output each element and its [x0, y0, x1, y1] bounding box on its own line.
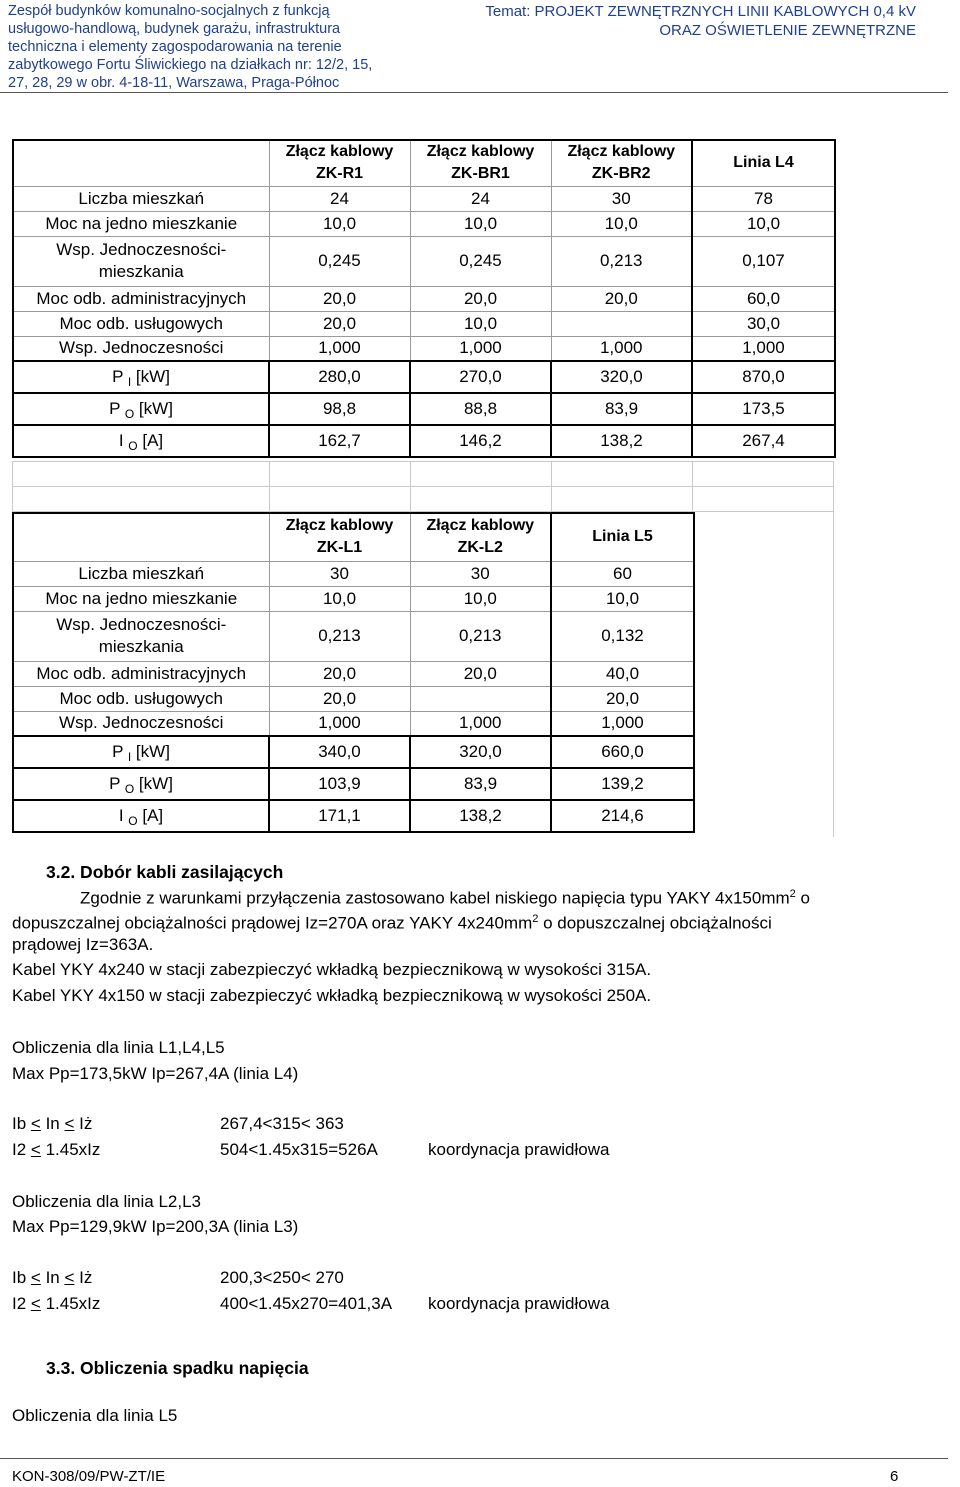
header-left-line: Zespół budynków komunalno-socjalnych z funkcją: [8, 3, 330, 19]
paragraph-line: Obliczenia dla linia L5: [12, 1406, 178, 1425]
table-cell: 10,0: [551, 586, 694, 611]
table-cell: 78: [692, 186, 835, 211]
calc-coordination-note: koordynacja prawidłowa: [428, 1140, 610, 1159]
header-left-line: techniczna i elementy zagospodarowania na terenie: [8, 39, 342, 55]
header-divider: [0, 92, 948, 93]
table-cell: 280,0: [269, 361, 410, 393]
table-cell: 0,213: [551, 236, 692, 286]
calc-condition-value: 504<1.45x315=526A: [220, 1140, 378, 1159]
table-cell: 10,0: [551, 211, 692, 236]
load-table-l5: [12, 512, 695, 833]
header-left-line: 27, 28, 29 w obr. 4-18-11, Warszawa, Praga-Północ: [8, 75, 340, 91]
table-cell: 1,000: [269, 711, 410, 736]
paragraph-line: Kabel YKY 4x150 w stacji zabezpieczyć wkładką bezpiecznikową w wysokości 250A.: [12, 986, 652, 1005]
section-heading: 3.3. Obliczenia spadku napięcia: [46, 1358, 309, 1378]
table-cell: 103,9: [269, 768, 410, 800]
calc-max: Max Pp=129,9kW Ip=200,3A (linia L3): [12, 1217, 299, 1236]
table-cell: 340,0: [269, 736, 410, 768]
table-cell: 320,0: [551, 361, 692, 393]
column-header: Złącz kablowy ZK-R1: [269, 140, 410, 186]
paragraph-line: Kabel YKY 4x240 w stacji zabezpieczyć wkładką bezpiecznikową w wysokości 315A.: [12, 960, 652, 979]
empty-spacer-row: [12, 486, 834, 512]
table-cell: 10,0: [692, 211, 835, 236]
row-label: Moc na jedno mieszkanie: [13, 586, 269, 611]
calc-title: Obliczenia dla linia L2,L3: [12, 1192, 202, 1211]
row-label: I $_O$ [A]: [13, 425, 269, 457]
table-cell: 171,1: [269, 800, 410, 832]
table-cell: 20,0: [410, 286, 551, 311]
paragraph-line: prądowej Iz=363A.: [12, 935, 154, 954]
table-cell: 20,0: [269, 286, 410, 311]
table-cell: 267,4: [692, 425, 835, 457]
table-cell: 20,0: [269, 311, 410, 336]
row-label: P $_O$ [kW]: [13, 768, 269, 800]
calc-condition-label: I2 < 1.45xIz: [12, 1140, 101, 1159]
calc-condition-label: I2 < 1.45xIz: [12, 1294, 101, 1313]
header-project-description: [8, 2, 428, 92]
table-cell: 83,9: [551, 393, 692, 425]
section-heading: 3.2. Dobór kabli zasilających: [46, 862, 284, 882]
table-cell: 1,000: [692, 336, 835, 361]
table-cell: 1,000: [269, 336, 410, 361]
calc-coordination-note: koordynacja prawidłowa: [428, 1294, 610, 1313]
corner-cell: [13, 513, 269, 561]
table-cell: 0,213: [269, 611, 410, 661]
header-left-line: zabytkowego Fortu Śliwickiego na działkach nr: 12/2, 15,: [8, 57, 373, 73]
row-label: Wsp. Jednoczesności: [13, 336, 269, 361]
table-cell: 30: [410, 561, 551, 586]
calc-max: Max Pp=173,5kW Ip=267,4A (linia L4): [12, 1064, 299, 1083]
page-number: 6: [890, 1468, 899, 1485]
row-label: Moc odb. usługowych: [13, 686, 269, 711]
corner-cell: [13, 140, 269, 186]
table-cell: 320,0: [410, 736, 551, 768]
header-topic: [485, 2, 916, 40]
calc-title: Obliczenia dla linia L1,L4,L5: [12, 1038, 225, 1057]
calc-condition-value: 200,3<250< 270: [220, 1268, 344, 1287]
calc-condition-value: 267,4<315< 363: [220, 1114, 344, 1133]
column-header: Złącz kablowy ZK-L1: [269, 513, 410, 561]
table-cell: 98,8: [269, 393, 410, 425]
table-cell: 138,2: [551, 425, 692, 457]
row-label: Liczba mieszkań: [13, 561, 269, 586]
table-cell: 60: [551, 561, 694, 586]
row-label: Moc odb. usługowych: [13, 311, 269, 336]
table-cell: 30: [269, 561, 410, 586]
column-header: Złącz kablowy ZK-BR2: [551, 140, 692, 186]
table-cell: 173,5: [692, 393, 835, 425]
column-header: Linia L4: [692, 140, 835, 186]
table-cell: 1,000: [551, 711, 694, 736]
table-cell: [551, 311, 692, 336]
row-label: P $_I$ [kW]: [13, 361, 269, 393]
table-cell: 162,7: [269, 425, 410, 457]
row-label: Wsp. Jednoczesności- mieszkania: [13, 236, 269, 286]
row-label: P $_I$ [kW]: [13, 736, 269, 768]
table-cell: 10,0: [269, 211, 410, 236]
row-label: Moc na jedno mieszkanie: [13, 211, 269, 236]
table-cell: 30,0: [692, 311, 835, 336]
table-cell: 0,132: [551, 611, 694, 661]
table-cell: 88,8: [410, 393, 551, 425]
header-left-line: usługowo-handlową, budynek garażu, infrastruktura: [8, 21, 341, 37]
paragraph-line: dopuszczalnej obciążalności prądowej Iz=270A oraz YAKY $4x240mm^2$ o dopuszczalnej obciążalności: [12, 913, 772, 933]
table-cell: [410, 686, 551, 711]
table-cell: 1,000: [410, 711, 551, 736]
calc-condition-label: Ib < In < Iż: [12, 1114, 93, 1133]
row-label: Wsp. Jednoczesności: [13, 711, 269, 736]
row-label: I $_O$ [A]: [13, 800, 269, 832]
load-table-l4: [12, 139, 836, 458]
table-cell: 10,0: [410, 211, 551, 236]
table-cell: 20,0: [551, 686, 694, 711]
table-cell: 1,000: [410, 336, 551, 361]
table-cell: 1,000: [551, 336, 692, 361]
table-cell: 0,245: [269, 236, 410, 286]
table-cell: 660,0: [551, 736, 694, 768]
table-cell: 138,2: [410, 800, 551, 832]
header-right-line: Temat: PROJEKT ZEWNĘTRZNYCH LINII KABLOWYCH 0,4 kV: [485, 3, 916, 20]
footer-divider: [0, 1458, 948, 1459]
table-cell: 10,0: [410, 311, 551, 336]
table-cell: 270,0: [410, 361, 551, 393]
table-cell: 10,0: [269, 586, 410, 611]
table-cell: 83,9: [410, 768, 551, 800]
table-cell: 20,0: [269, 686, 410, 711]
table-cell: 24: [269, 186, 410, 211]
row-label: Wsp. Jednoczesności- mieszkania: [13, 611, 269, 661]
table-cell: 0,213: [410, 611, 551, 661]
calc-condition-label: Ib < In < Iż: [12, 1268, 93, 1287]
table-cell: 20,0: [551, 286, 692, 311]
table-cell: 40,0: [551, 661, 694, 686]
row-label: P $_O$ [kW]: [13, 393, 269, 425]
row-label: Moc odb. administracyjnych: [13, 286, 269, 311]
column-header: Złącz kablowy ZK-L2: [410, 513, 551, 561]
table-cell: 214,6: [551, 800, 694, 832]
table-cell: 146,2: [410, 425, 551, 457]
table-cell: 20,0: [269, 661, 410, 686]
row-label: Liczba mieszkań: [13, 186, 269, 211]
row-label: Moc odb. administracyjnych: [13, 661, 269, 686]
calc-condition-value: 400<1.45x270=401,3A: [220, 1294, 393, 1313]
table-cell: 0,245: [410, 236, 551, 286]
paragraph-line: Zgodnie z warunkami przyłączenia zastosowano kabel niskiego napięcia typu YAKY $4x150mm^2$ o: [80, 888, 810, 908]
table-cell: 0,107: [692, 236, 835, 286]
column-header: Złącz kablowy ZK-BR1: [410, 140, 551, 186]
document-code: KON-308/09/PW-ZT/IE: [12, 1468, 166, 1485]
header-right-line: ORAZ OŚWIETLENIE ZEWNĘTRZNE: [659, 22, 916, 39]
column-header: Linia L5: [551, 513, 694, 561]
empty-spacer-row: [12, 461, 834, 487]
table-cell: 20,0: [410, 661, 551, 686]
table-extension-column: [693, 512, 834, 837]
table-cell: 30: [551, 186, 692, 211]
table-cell: 24: [410, 186, 551, 211]
table-cell: 10,0: [410, 586, 551, 611]
table-cell: 139,2: [551, 768, 694, 800]
table-cell: 60,0: [692, 286, 835, 311]
table-cell: 870,0: [692, 361, 835, 393]
